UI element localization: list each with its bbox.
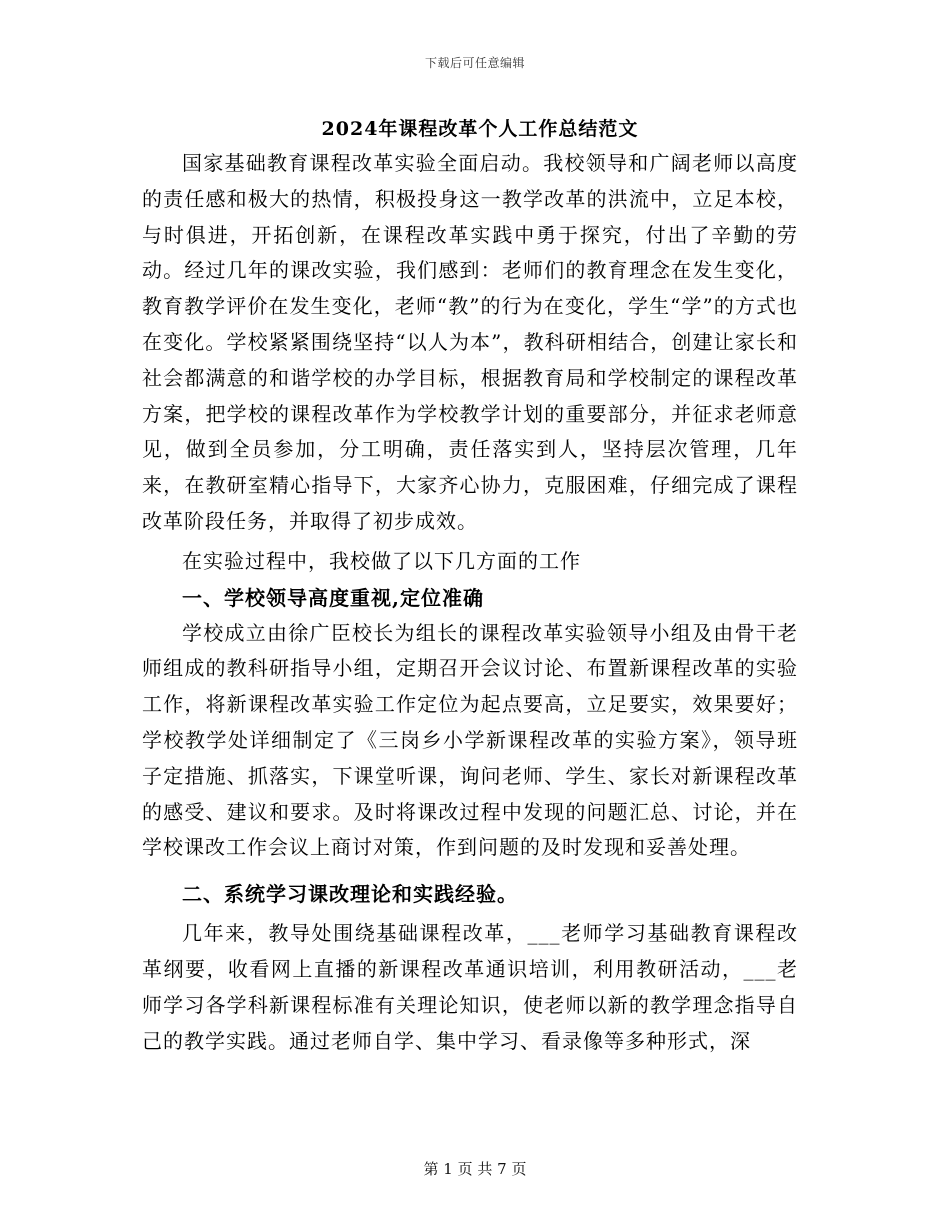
section-1-paragraph: 学校成立由徐广臣校长为组长的课程改革实验领导小组及由骨干老师组成的教科研指导小组，定期召开会议讨论、布置新课程改革的实验工作，将新课程改革实验工作定位为起点要高，立足要实，效果要好；学校教学处详细制定了《三岗乡小学新课程改革的实验方案》，领导班子定措施、抓落实，下课堂听课，询问老师、学生、家长对新课程改革的感受、建议和要求。及时将课改过程中发现的问题汇总、讨论，并在学校课改工作会议上商讨对策，作到问题的及时发现和妥善处理。 — [142, 620, 798, 860]
page-header-note: 下载后可任意编辑 — [424, 56, 525, 70]
page-number: 第 1 页 共 7 页 — [423, 1160, 527, 1178]
section-2-paragraph: 几年来，教导处围绕基础课程改革，___老师学习基础教育课程改革纲要，收看网上直播的新课程改革通识培训，利用教研活动，___老师学习各学科新课程标准有关理论知识，使老师以新的教学理念指导自己的教学实践。通过老师自学、集中学习、看录像等多种形式，深 — [142, 921, 798, 1053]
section-2-heading: 二、系统学习课改理论和实践经验。 — [182, 882, 518, 907]
section-1-heading: 一、学校领导高度重视,定位准确 — [182, 585, 484, 610]
document-title: 2024年课程改革个人工作总结范文 — [321, 118, 639, 140]
lead-paragraph: 在实验过程中，我校做了以下几方面的工作 — [182, 548, 581, 573]
intro-paragraph: 国家基础教育课程改革实验全面启动。我校领导和广阔老师以高度的责任感和极大的热情，积极投身这一教学改革的洪流中，立足本校，与时俱进，开拓创新，在课程改革实践中勇于探究，付出了辛勤的劳动。经过几年的课改实验，我们感到：老师们的教育理念在发生变化，教育教学评价在发生变化，老师“教”的行为在变化，学生“学”的方式也在变化。学校紧紧围绕坚持“以人为本”，教科研相结合，创建让家长和社会都满意的和谐学校的办学目标，根据教育局和学校制定的课程改革方案，把学校的课程改革作为学校教学计划的重要部分，并征求老师意见，做到全员参加，分工明确，责任落实到人，坚持层次管理，几年来，在教研室精心指导下，大家齐心协力，克服困难，仔细完成了课程改革阶段任务，并取得了初步成效。 — [142, 151, 798, 533]
document-body — [142, 112, 798, 1059]
